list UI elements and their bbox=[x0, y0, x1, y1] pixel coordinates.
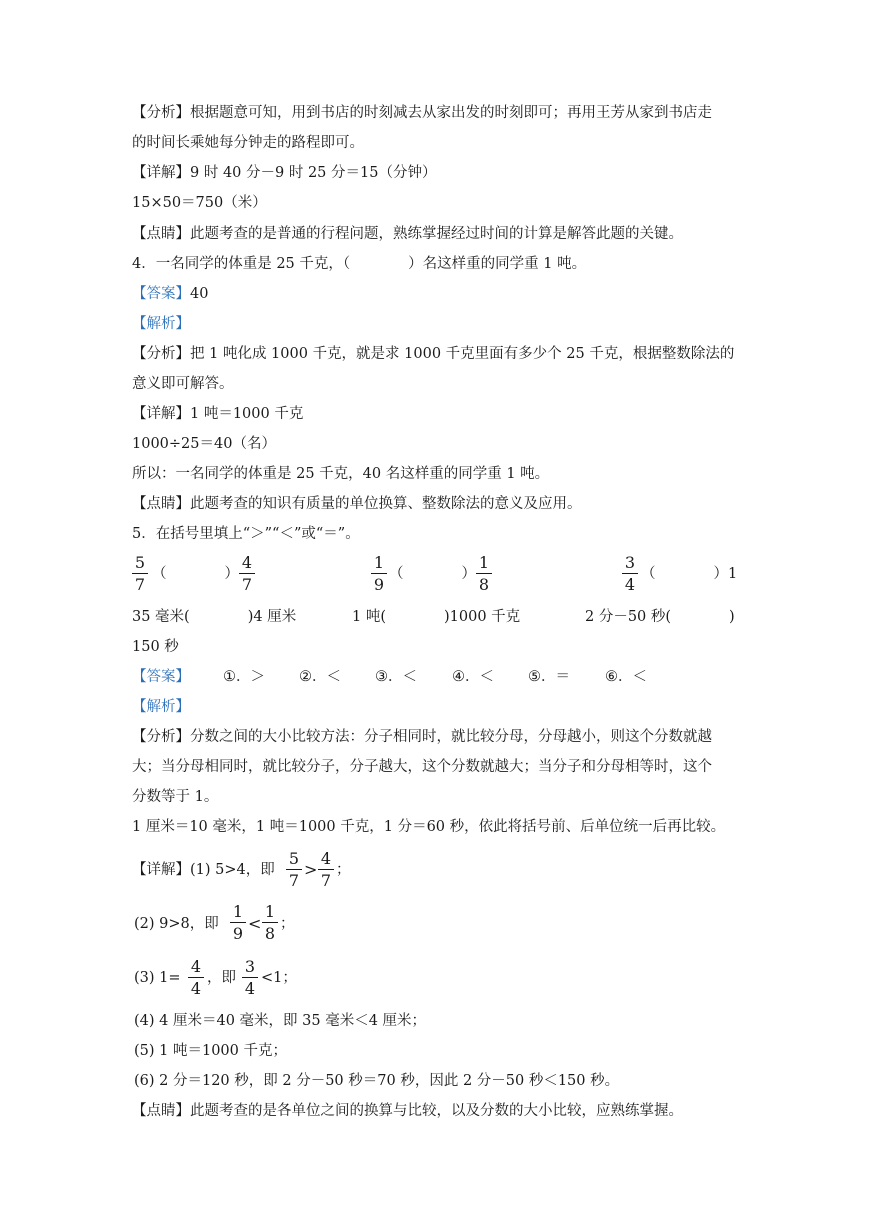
q5-fraction-2: 4 7 bbox=[239, 553, 255, 594]
q5-item-5[interactable]: 1 吨( )1000 千克 bbox=[352, 609, 521, 625]
q5-detail-4: (4) 4 厘米＝40 毫米，即 35 毫米＜4 厘米； bbox=[134, 1013, 427, 1029]
q5-analysis-line-4: 1 厘米＝10 毫米，1 吨＝1000 千克，1 分＝60 秒，依此将括号前、后单位统一后再比较。 bbox=[132, 819, 726, 835]
q5-item-6-continued: 150 秒 bbox=[132, 639, 179, 655]
q5-detail-1-fraction-b: 4 7 bbox=[318, 849, 334, 890]
q4-comment: 【点睛】此题考查的知识有质量的单位换算、整数除法的意义及应用。 bbox=[132, 496, 582, 512]
q5-detail-6: (6) 2 分＝120 秒，即 2 分－50 秒＝70 秒，因此 2 分－50 秒＜150 秒。 bbox=[134, 1073, 620, 1089]
q5-detail-3-prefix: (3) 1= bbox=[134, 970, 181, 986]
q5-blank-3[interactable]: （ ）1 bbox=[641, 566, 738, 582]
q5-fraction-5: 3 4 bbox=[622, 553, 638, 594]
q3-detail-line-2: 15×50＝750（米） bbox=[132, 195, 267, 211]
q5-detail-2-fraction-b: 1 8 bbox=[262, 902, 278, 943]
q3-detail-line-1: 【详解】9 时 40 分－9 时 25 分＝15（分钟） bbox=[132, 165, 437, 181]
q4-analysis-line-2: 意义即可解答。 bbox=[132, 376, 234, 392]
q5-analysis-line-3: 分数等于 1。 bbox=[132, 789, 219, 805]
q4-detail-line-2: 1000÷25＝40（名） bbox=[132, 436, 276, 452]
q5-blank-2[interactable]: （ ） bbox=[389, 566, 476, 582]
q5-detail-1-operator: > bbox=[304, 860, 318, 879]
q5-analysis-line-2: 大；当分母相同时，就比较分子，分子越大，这个分数就越大；当分子和分母相等时，这个 bbox=[132, 759, 712, 775]
q5-answer-3: ③．＜ bbox=[375, 669, 417, 685]
q5-detail-1-suffix: ； bbox=[336, 862, 351, 878]
q5-question: 5．在括号里填上“＞”“＜”或“＝”。 bbox=[132, 526, 360, 542]
q5-comment: 【点睛】此题考查的是各单位之间的换算与比较，以及分数的大小比较，应熟练掌握。 bbox=[132, 1103, 683, 1119]
q5-detail-2-suffix: ； bbox=[280, 916, 295, 932]
q5-detail-5: (5) 1 吨＝1000 千克； bbox=[134, 1043, 287, 1059]
q5-blank-1[interactable]: （ ） bbox=[152, 566, 239, 582]
q5-fraction-1: 5 7 bbox=[132, 553, 148, 594]
q5-detail-3-middle: ，即 bbox=[207, 970, 236, 986]
q5-fraction-4: 1 8 bbox=[476, 553, 492, 594]
q5-detail-1-fraction-a: 5 7 bbox=[286, 849, 302, 890]
q5-detail-3-fraction-a: 4 4 bbox=[188, 957, 204, 998]
q5-answer-4: ④．＜ bbox=[452, 669, 494, 685]
q5-detail-2-prefix: (2) 9>8，即 bbox=[134, 916, 219, 932]
q3-comment: 【点睛】此题考查的是普通的行程问题，熟练掌握经过时间的计算是解答此题的关键。 bbox=[132, 226, 683, 242]
q4-answer-tag: 【答案】 bbox=[132, 286, 190, 302]
q5-detail-2-fraction-a: 1 9 bbox=[230, 902, 246, 943]
q4-detail-line-1: 【详解】1 吨＝1000 千克 bbox=[132, 406, 304, 422]
q4-answer-line bbox=[132, 284, 208, 304]
q3-analysis-line-2: 的时间长乘她每分钟走的路程即可。 bbox=[132, 135, 364, 151]
q4-analysis-line-1: 【分析】把 1 吨化成 1000 千克，就是求 1000 千克里面有多少个 25 千克，根据整数除法的 bbox=[132, 346, 735, 362]
q5-jiexi-tag: 【解析】 bbox=[132, 699, 190, 715]
q4-question: 4．一名同学的体重是 25 千克，（ ）名这样重的同学重 1 吨。 bbox=[132, 256, 587, 272]
q4-jiexi-tag: 【解析】 bbox=[132, 316, 190, 332]
q5-answer-2: ②．＜ bbox=[299, 669, 341, 685]
q5-detail-2-operator: < bbox=[248, 914, 262, 933]
q5-detail-3-suffix: <1； bbox=[261, 970, 297, 986]
q5-detail-3-fraction-b: 3 4 bbox=[242, 957, 258, 998]
q5-fraction-3: 1 9 bbox=[371, 553, 387, 594]
q5-answer-5: ⑤．＝ bbox=[528, 669, 570, 685]
q5-item-4[interactable]: 35 毫米( )4 厘米 bbox=[132, 609, 297, 625]
q5-answer-6: ⑥．＜ bbox=[605, 669, 647, 685]
q3-analysis-line-1: 【分析】根据题意可知，用到书店的时刻减去从家出发的时刻即可；再用王芳从家到书店走 bbox=[132, 105, 712, 121]
q5-item-6[interactable]: 2 分－50 秒( ) bbox=[585, 609, 735, 625]
q4-detail-line-3: 所以：一名同学的体重是 25 千克，40 名这样重的同学重 1 吨。 bbox=[132, 466, 550, 482]
q5-answer-tag: 【答案】 bbox=[132, 669, 190, 685]
q4-answer-value: 40 bbox=[190, 286, 209, 302]
q5-detail-1-prefix: 【详解】(1) 5>4，即 bbox=[132, 862, 275, 878]
q5-answer-1: ①．＞ bbox=[223, 669, 265, 685]
q5-analysis-line-1: 【分析】分数之间的大小比较方法：分子相同时，就比较分母，分母越小，则这个分数就越 bbox=[132, 729, 712, 745]
